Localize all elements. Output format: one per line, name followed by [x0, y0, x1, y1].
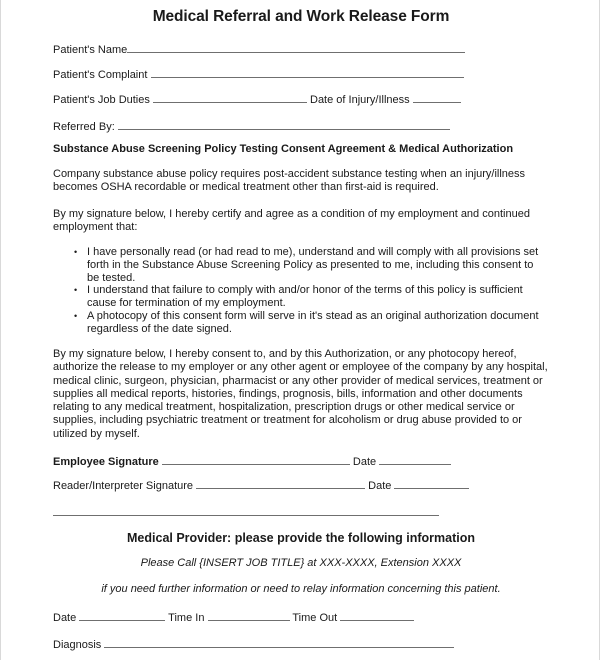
bullet-line: be tested. [87, 271, 136, 284]
bullet-item [53, 284, 573, 310]
authorization-paragraph-line: supplies all medical reports, histories, findings, prognosis, bills, information and other documents [53, 387, 523, 400]
visit-date-label: Date [53, 612, 77, 624]
diagnosis-label: Diagnosis [53, 639, 102, 651]
visit-date-field[interactable] [79, 609, 165, 621]
patient-complaint-field[interactable] [151, 66, 464, 78]
employee-date-label: Date [352, 456, 377, 468]
patient-name-row [53, 41, 465, 57]
bullet-item [53, 310, 573, 336]
reader-date-field[interactable] [394, 477, 469, 489]
time-in-field[interactable] [208, 609, 290, 621]
job-duties-label: Patient's Job Duties [53, 94, 150, 106]
patient-name-field[interactable] [127, 41, 465, 53]
referred-by-label: Referred By: [53, 121, 115, 133]
certify-paragraph [53, 208, 553, 235]
bullet-line: I understand that failure to comply with and/or honor of the terms of this policy is sufficient [87, 284, 523, 297]
diagnosis-field[interactable] [104, 636, 454, 648]
date-of-injury-field[interactable] [413, 91, 461, 103]
bullet-line: cause for termination of my employment. [87, 297, 286, 310]
employee-signature-row [53, 453, 451, 469]
authorization-paragraph-line: By my signature below, I hereby consent to, and by this Authorization, or any photocopy hereof, [53, 348, 517, 360]
bullet-line: A photocopy of this consent form will serve in it's stead as an original authorization document [87, 309, 539, 322]
bullet-item [53, 246, 573, 284]
certify-paragraph-line: By my signature below, I hereby certify and agree as a condition of my employment and continued [53, 208, 530, 220]
job-duties-field[interactable] [153, 91, 307, 103]
policy-paragraph-line: becomes OSHA recordable or medical treatment other than first-aid is required. [53, 181, 439, 194]
bullet-line: regardless of the date signed. [87, 322, 232, 335]
patient-complaint-row [53, 66, 464, 82]
blank-signature-line[interactable] [53, 505, 439, 516]
consent-bullet-list [53, 246, 573, 336]
bullet-icon: • [74, 285, 78, 296]
time-out-field[interactable] [340, 609, 414, 621]
policy-paragraph-line: Company substance abuse policy requires post-accident substance testing when an injury/illness [53, 168, 526, 180]
provider-heading: Medical Provider: please provide the following information [127, 531, 475, 545]
referred-by-row [53, 118, 450, 134]
reader-signature-row [53, 477, 469, 493]
authorization-paragraph-line: authorize the release to my employer or any other agent or employee of the company by any hospital, [53, 361, 548, 374]
authorization-paragraph-line: relating to any medical treatment, hospitalization, prescription drugs or other medical service or [53, 401, 515, 414]
certify-paragraph-line: employment that: [53, 221, 138, 234]
bullet-icon: • [74, 247, 78, 257]
diagnosis-row [53, 636, 454, 652]
visit-times-row [53, 609, 414, 625]
employee-signature-field[interactable] [162, 453, 350, 465]
employee-date-field[interactable] [379, 453, 451, 465]
further-info-note: if you need further information or need to relay information concerning this patient. [101, 583, 501, 595]
employee-signature-label: Employee Signature [53, 456, 159, 468]
bullet-icon: • [74, 310, 78, 321]
patient-complaint-label: Patient's Complaint [53, 69, 148, 81]
reader-signature-label: Reader/Interpreter Signature [53, 480, 194, 492]
authorization-paragraph-line: utilized by myself. [53, 427, 140, 440]
bullet-line: forth in the Substance Abuse Screening Policy as presented to me, including this consent to [87, 258, 534, 271]
consent-heading: Substance Abuse Screening Policy Testing Consent Agreement & Medical Authorization [53, 143, 514, 155]
call-instructions: Please Call {INSERT JOB TITLE} at XXX-XXXX, Extension XXXX [140, 557, 462, 569]
time-in-label: Time In [168, 612, 205, 624]
policy-paragraph [53, 168, 553, 195]
job-duties-row [53, 91, 461, 107]
authorization-paragraph [53, 348, 553, 441]
date-of-injury-label: Date of Injury/Illness [310, 94, 410, 106]
bullet-line: I have personally read (or had read to me), understand and will comply with all provisions set [87, 246, 539, 258]
form-title: Medical Referral and Work Release Form [152, 8, 450, 25]
time-out-label: Time Out [292, 612, 338, 624]
reader-signature-field[interactable] [196, 477, 365, 489]
authorization-paragraph-line: supplies, including psychiatric treatment or treatment for alcoholism or drug abuse provided to or [53, 414, 522, 427]
authorization-paragraph-line: medical clinic, surgeon, physician, pharmacist or any other provider of medical services, treatment or [53, 374, 543, 387]
reader-date-label: Date [368, 480, 392, 492]
referred-by-field[interactable] [118, 118, 450, 130]
patient-name-label: Patient's Name [53, 44, 128, 56]
